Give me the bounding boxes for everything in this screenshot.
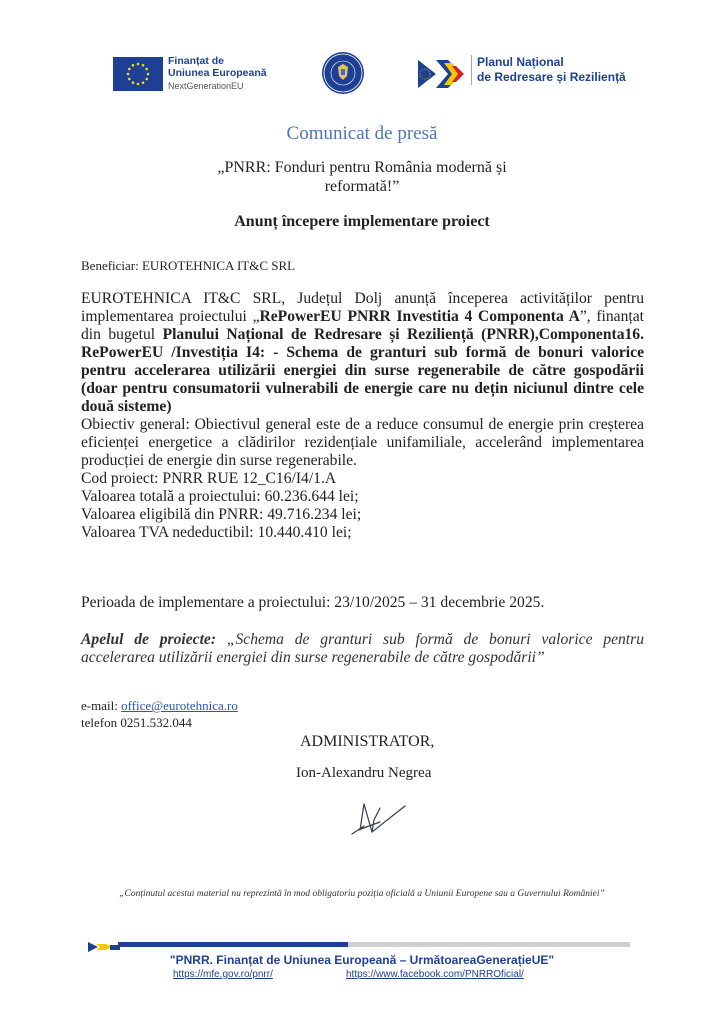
eu-stars-icon	[113, 57, 163, 91]
funding-program: Planului Național de Redresare și Reziliență (PNRR),Componenta16. RePowerEU /Investiția I4: - Schema de granturi sub formă de bonuri valorice pentru accelerarea utilizării energiei din surse regenerabile de către gospodării (doar pentru consumatorii vulnerabili de energie care nu dețin niciunul dintre cele două sisteme)	[81, 326, 645, 415]
disclaimer: „Conținutul acestui material nu reprezintă în mod obligatoriu poziția oficială a Uniunii Europene sau a Guvernului României”	[119, 889, 605, 899]
call-for-projects	[81, 631, 644, 667]
footer-link-mfe[interactable]: https://mfe.gov.ro/pnrr/	[173, 969, 273, 980]
vat-value: Valoarea TVA nedeductibil: 10.440.410 lei;	[81, 524, 352, 541]
pnrr-line2: de Redresare și Reziliență	[477, 70, 626, 84]
signatory-role: ADMINISTRATOR,	[300, 733, 435, 750]
subtitle-line2: reformată!”	[324, 178, 400, 195]
footer-bar-blue	[118, 942, 348, 947]
subtitle	[200, 158, 524, 196]
footer-slogan: "PNRR. Finanțat de Uniunea Europeană – UrmătoareaGenerațieUE"	[169, 953, 555, 967]
footer-bar-grey	[348, 942, 630, 947]
project-description	[81, 290, 644, 542]
eligible-value: Valoarea eligibilă din PNRR: 49.716.234 lei;	[81, 506, 362, 523]
call-text: „Schema de granturi sub formă de bonuri valorice pentru accelerarea utilizării energiei din surse regenerabile de către gospodării”	[81, 631, 644, 666]
project-code: Cod proiect: PNRR RUE 12_C16/I4/1.A	[81, 470, 337, 487]
footer-link-facebook[interactable]: https://www.facebook.com/PNRROficial/	[346, 969, 524, 980]
pnrr-flag-arrows-icon	[418, 60, 468, 88]
beneficiary: Beneficiar: EUROTEHNICA IT&C SRL	[81, 258, 296, 273]
funding-text: ”, finanțat din bugetul	[81, 308, 644, 343]
subtitle-line1: „PNRR: Fonduri pentru România modernă și	[217, 159, 507, 176]
phone-number: telefon 0251.532.044	[81, 715, 192, 730]
project-name: RePowerEU PNRR Investitia 4 Componenta A	[259, 308, 580, 325]
signatory-name: Ion-Alexandru Negrea	[296, 765, 432, 781]
page-title: Comunicat de presă	[286, 123, 438, 144]
pnrr-logo-label	[471, 55, 626, 85]
intro-text: EUROTEHNICA IT&C SRL, Județul Dolj anunță începerea activităților pentru implementarea proiectului „	[81, 290, 644, 325]
email-label: e-mail:	[81, 698, 122, 713]
eu-flag-logo	[113, 57, 163, 91]
total-value: Valoarea totală a proiectului: 60.236.644 lei;	[81, 488, 359, 505]
eu-line2: Uniunea Europeană	[168, 67, 267, 79]
handwritten-signature	[350, 800, 410, 840]
general-objective: Obiectiv general: Obiectivul general este de a reduce consumul de energie prin creșterea eficienței energetice a clădirilor rezidențiale unifamiliale, accelerând implementarea producției de energie din surse regenerabile.	[81, 416, 644, 469]
implementation-period: Perioada de implementare a proiectului: 23/10/2025 – 31 decembrie 2025.	[81, 594, 545, 611]
pnrr-arrows-logo	[418, 60, 468, 93]
pnrr-line1: Planul Național	[477, 55, 564, 69]
signature-icon	[350, 800, 410, 840]
coat-of-arms-icon	[322, 52, 364, 94]
contact-info	[81, 697, 238, 731]
eu-funding-label	[168, 55, 267, 92]
email-link[interactable]: office@eurotehnica.ro	[121, 698, 238, 713]
government-seal-logo	[322, 52, 364, 94]
announcement-heading: Anunț începere implementare proiect	[234, 213, 490, 230]
eu-line1: Finanțat de	[168, 55, 225, 67]
eu-line3: NextGenerationEU	[168, 81, 244, 91]
call-label: Apelul de proiecte:	[81, 631, 217, 648]
